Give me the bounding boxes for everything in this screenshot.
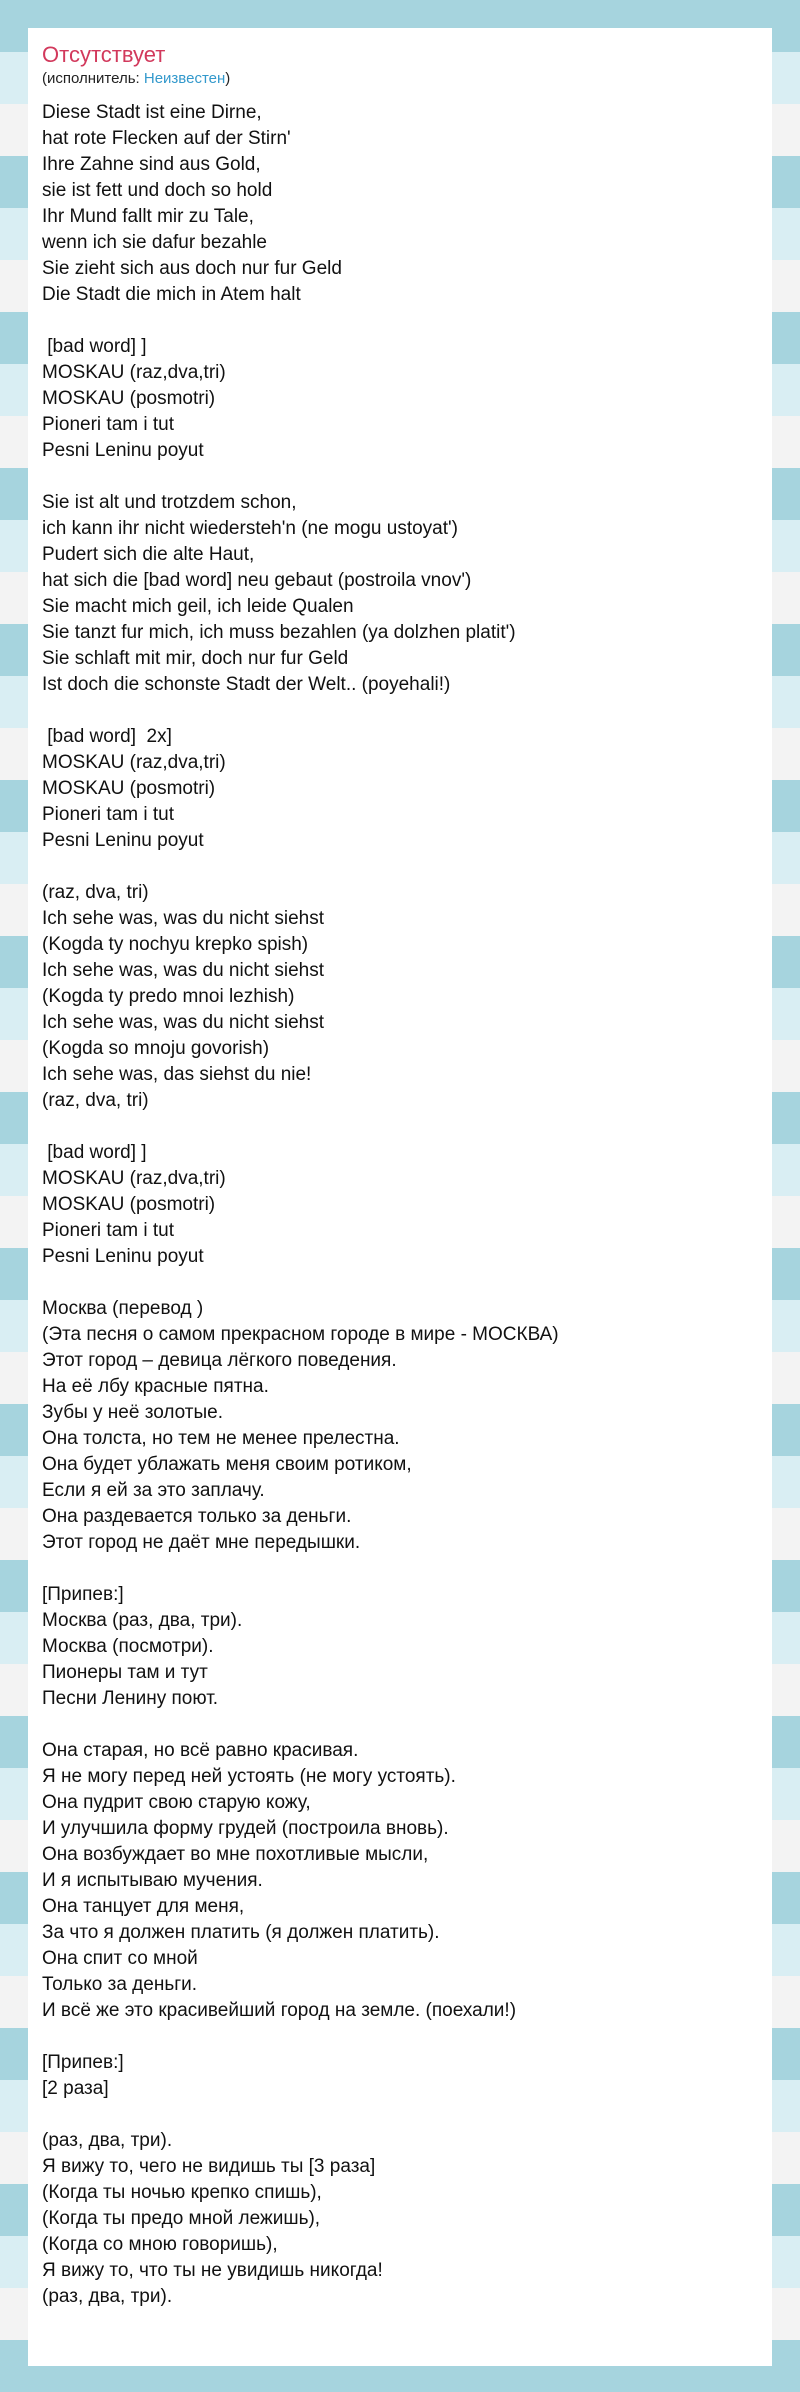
lyric-line: Этот город не даёт мне передышки. (42, 1532, 361, 1553)
lyric-line: MOSKAU (posmotri) (42, 388, 216, 409)
lyric-line: Ich sehe was, was du nicht siehst (42, 908, 324, 929)
lyric-line: И всё же это красивейший город на земле. (поехали!) (42, 2000, 517, 2021)
lyric-line: Diese Stadt ist eine Dirne, (42, 102, 262, 123)
lyric-line: ich kann ihr nicht wiedersteh'n (ne mogu ustoyat') (42, 518, 458, 539)
lyric-line: Sie schlaft mit mir, doch nur fur Geld (42, 648, 349, 669)
lyric-line: hat sich die [bad word] neu gebaut (postroila vnov') (42, 570, 472, 591)
lyric-line: MOSKAU (posmotri) (42, 778, 216, 799)
lyric-line (42, 1712, 762, 1738)
lyric-line: Она толста, но тем не менее прелестна. (42, 1428, 400, 1449)
lyric-line: Москва (посмотри). (42, 1636, 214, 1657)
lyric-line: Если я ей за это заплачу. (42, 1480, 265, 1501)
lyric-line: Pioneri tam i tut (42, 1220, 174, 1241)
lyric-line: Этот город – девица лёгкого поведения. (42, 1350, 397, 1371)
lyric-line: Pesni Leninu poyut (42, 830, 204, 851)
lyric-line: MOSKAU (raz,dva,tri) (42, 752, 226, 773)
lyric-line: Sie ist alt und trotzdem schon, (42, 492, 297, 513)
artist-prefix: (исполнитель: (42, 70, 144, 87)
lyric-line: MOSKAU (raz,dva,tri) (42, 362, 226, 383)
lyric-line: Sie zieht sich aus doch nur fur Geld (42, 258, 342, 279)
lyrics-card (28, 28, 772, 2366)
lyric-line: Я не могу перед ней устоять (не могу устоять). (42, 1766, 456, 1787)
lyric-line: Она будет ублажать меня своим ротиком, (42, 1454, 412, 1475)
lyric-line (42, 1270, 762, 1296)
lyric-line: Зубы у неё золотые. (42, 1402, 223, 1423)
artist-link[interactable]: Неизвестен (143, 70, 226, 87)
lyric-line (42, 1114, 762, 1140)
lyric-line: Ihr Mund fallt mir zu Tale, (42, 206, 254, 227)
lyric-line: (raz, dva, tri) (42, 1090, 149, 1111)
lyric-line: (Kogda ty predo mnoi lezhish) (42, 986, 295, 1007)
lyric-line: (раз, два, три). (42, 2130, 173, 2151)
artist-suffix: ) (225, 70, 231, 87)
lyric-line: Ich sehe was, das siehst du nie! (42, 1064, 312, 1085)
lyric-line: Она танцует для меня, (42, 1896, 245, 1917)
lyric-line: Die Stadt die mich in Atem halt (42, 284, 301, 305)
lyric-line: hat rote Flecken auf der Stirn' (42, 128, 291, 149)
lyric-line: (Когда со мною говоришь), (42, 2234, 278, 2255)
lyric-line: [bad word] ] (42, 336, 147, 357)
lyric-line: (Эта песня о самом прекрасном городе в мире - МОСКВА) (42, 1324, 559, 1345)
lyric-line: Я вижу то, что ты не увидишь никогда! (42, 2260, 383, 2281)
lyric-line: Она спит со мной (42, 1948, 198, 1969)
lyric-line: [bad word] 2x] (42, 726, 172, 747)
lyric-line (42, 2102, 762, 2128)
lyric-line: wenn ich sie dafur bezahle (42, 232, 267, 253)
lyric-line: (Когда ты ночью крепко спишь), (42, 2182, 322, 2203)
lyric-line: Она раздевается только за деньги. (42, 1506, 352, 1527)
lyric-line: (Kogda so mnoju govorish) (42, 1038, 270, 1059)
lyric-line: Pudert sich die alte Haut, (42, 544, 255, 565)
lyric-line: Sie macht mich geil, ich leide Qualen (42, 596, 354, 617)
lyric-line (42, 854, 762, 880)
lyric-line: Pesni Leninu poyut (42, 1246, 204, 1267)
lyric-line (42, 464, 762, 490)
lyric-line: Москва (перевод ) (42, 1298, 204, 1319)
lyric-line: Ihre Zahne sind aus Gold, (42, 154, 261, 175)
lyric-line: Москва (раз, два, три). (42, 1610, 243, 1631)
song-title: Отсутствует (42, 42, 166, 67)
lyric-line: Я вижу то, чего не видишь ты [3 раза] (42, 2156, 376, 2177)
lyric-line: Только за деньги. (42, 1974, 198, 1995)
lyric-line: Она возбуждает во мне похотливые мысли, (42, 1844, 429, 1865)
lyric-line (42, 698, 762, 724)
lyric-line: Ich sehe was, was du nicht siehst (42, 1012, 324, 1033)
lyric-line: Она пудрит свою старую кожу, (42, 1792, 311, 1813)
lyric-line: MOSKAU (raz,dva,tri) (42, 1168, 226, 1189)
lyric-line: MOSKAU (posmotri) (42, 1194, 216, 1215)
lyric-line: Sie tanzt fur mich, ich muss bezahlen (ya dolzhen platit') (42, 622, 516, 643)
lyric-line: (Kogda ty nochyu krepko spish) (42, 934, 309, 955)
lyric-line: Пионеры там и тут (42, 1662, 208, 1683)
lyric-line: sie ist fett und doch so hold (42, 180, 273, 201)
lyric-line: И улучшила форму грудей (построила вновь). (42, 1818, 449, 1839)
lyric-line: Песни Ленину поют. (42, 1688, 219, 1709)
lyric-line: Pioneri tam i tut (42, 414, 174, 435)
lyric-line: [Припев:] (42, 2052, 124, 2073)
lyric-line: И я испытываю мучения. (42, 1870, 263, 1891)
lyric-line: Она старая, но всё равно красивая. (42, 1740, 359, 1761)
lyric-line (42, 308, 762, 334)
lyric-line: Ich sehe was, was du nicht siehst (42, 960, 324, 981)
lyric-line: (Когда ты предо мной лежишь), (42, 2208, 321, 2229)
lyric-line: За что я должен платить (я должен платить). (42, 1922, 440, 1943)
lyric-line: [bad word] ] (42, 1142, 147, 1163)
lyric-line (42, 2024, 762, 2050)
lyrics-text (42, 100, 762, 2310)
lyric-line: [2 раза] (42, 2078, 109, 2099)
lyric-line: (raz, dva, tri) (42, 882, 149, 903)
lyric-line: [Припев:] (42, 1584, 124, 1605)
lyric-line: Pioneri tam i tut (42, 804, 174, 825)
artist-line (42, 70, 230, 87)
lyric-line: На её лбу красные пятна. (42, 1376, 269, 1397)
lyric-line: Ist doch die schonste Stadt der Welt.. (poyehali!) (42, 674, 451, 695)
lyric-line (42, 1556, 762, 1582)
lyric-line: Pesni Leninu poyut (42, 440, 204, 461)
lyric-line: (раз, два, три). (42, 2286, 173, 2307)
